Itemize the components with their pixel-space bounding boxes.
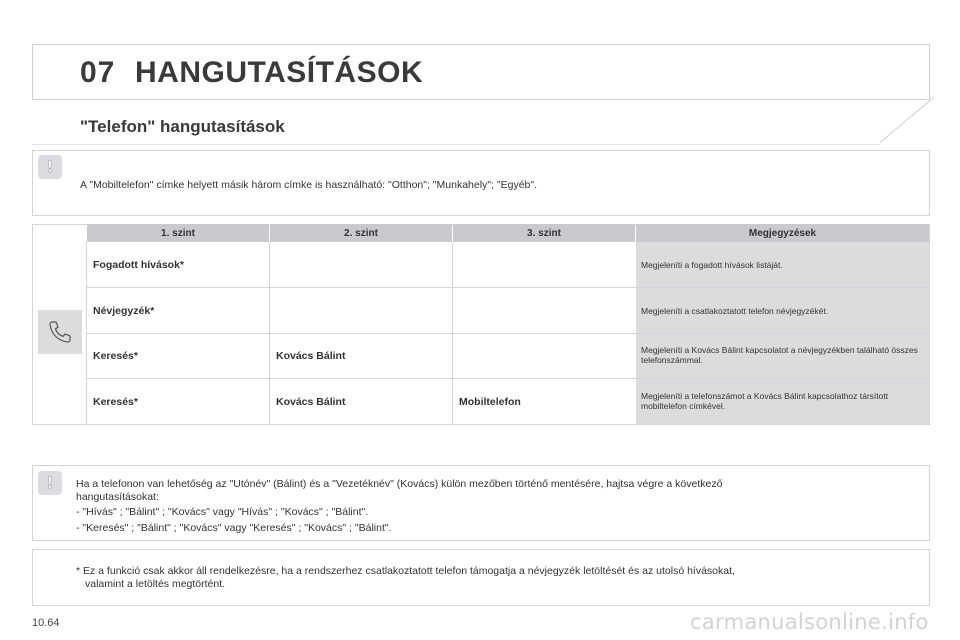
note-name-fields-bullet2: - "Keresés" ; "Bálint" ; "Kovács" vagy "Keresés" ; "Kovács" ; "Bálint". — [76, 522, 392, 534]
table-header-level1: 1. szint — [87, 224, 269, 242]
table-header-level2: 2. szint — [270, 224, 452, 242]
chapter-number: 07 — [80, 56, 116, 89]
footnote-line2: valamint a letöltés megtörtént. — [85, 578, 226, 590]
table-row-2-remark: Megjeleníti a csatlakoztatott telefon névjegyzékét. — [641, 306, 829, 316]
note-name-fields-line1: Ha a telefonon van lehetőség az "Utónév" (Bálint) és a "Vezetéknév" (Kovács) külön mezőben történő mentésére, hajtsa végre a következő — [76, 478, 723, 490]
table-row-3-remark: Megjeleníti a Kovács Bálint kapcsolatot a névjegyzékben található összes telefonszámmal. — [641, 345, 918, 365]
table-row-4-level3: Mobiltelefon — [459, 396, 521, 408]
warning-icon: ! — [38, 155, 62, 179]
section-divider — [32, 144, 880, 145]
table-row-1-level1: Fogadott hívások* — [93, 259, 185, 271]
page-number: 10.64 — [32, 617, 60, 629]
decorative-diagonal — [880, 97, 934, 143]
chapter-title: HANGUTASÍTÁSOK — [135, 56, 424, 89]
warning-icon: ! — [38, 471, 62, 495]
table-row-3-level2: Kovács Bálint — [276, 350, 346, 362]
table-row-4-remark: Megjeleníti a telefonszámot a Kovács Bálint kapcsolathoz társított mobiltelefon címkével. — [641, 391, 889, 411]
note-name-fields-bullet1: - "Hívás" ; "Bálint" ; "Kovács" vagy "Hívás" ; "Kovács" ; "Bálint". — [76, 506, 369, 518]
table-row-1-remark: Megjeleníti a fogadott hívások listáját. — [641, 260, 783, 270]
table-header-remarks: Megjegyzések — [636, 224, 929, 242]
table-row-3-level1: Keresés* — [93, 350, 138, 362]
table-row-4-level2: Kovács Bálint — [276, 396, 346, 408]
table-row-2-level1: Névjegyzék* — [93, 305, 155, 317]
note-labels-text: A "Mobiltelefon" címke helyett másik három címke is használható: "Otthon"; "Munkahely"; "Egyéb". — [80, 179, 538, 191]
table-header-level3: 3. szint — [453, 224, 635, 242]
table-row-4-level1: Keresés* — [93, 396, 138, 408]
row-divider — [86, 378, 929, 379]
note-name-fields-line2: hangutasításokat: — [76, 491, 159, 503]
footnote-line1: * Ez a funkció csak akkor áll rendelkezésre, ha a rendszerhez csatlakoztatott telefon támogatja a névjegyzék letöltését és az utolsó hívásokat, — [76, 565, 735, 577]
watermark: carmanualsonline.info — [690, 610, 929, 634]
phone-icon — [38, 310, 82, 354]
row-divider — [86, 287, 929, 288]
row-divider — [86, 333, 929, 334]
section-title: "Telefon" hangutasítások — [80, 117, 285, 136]
